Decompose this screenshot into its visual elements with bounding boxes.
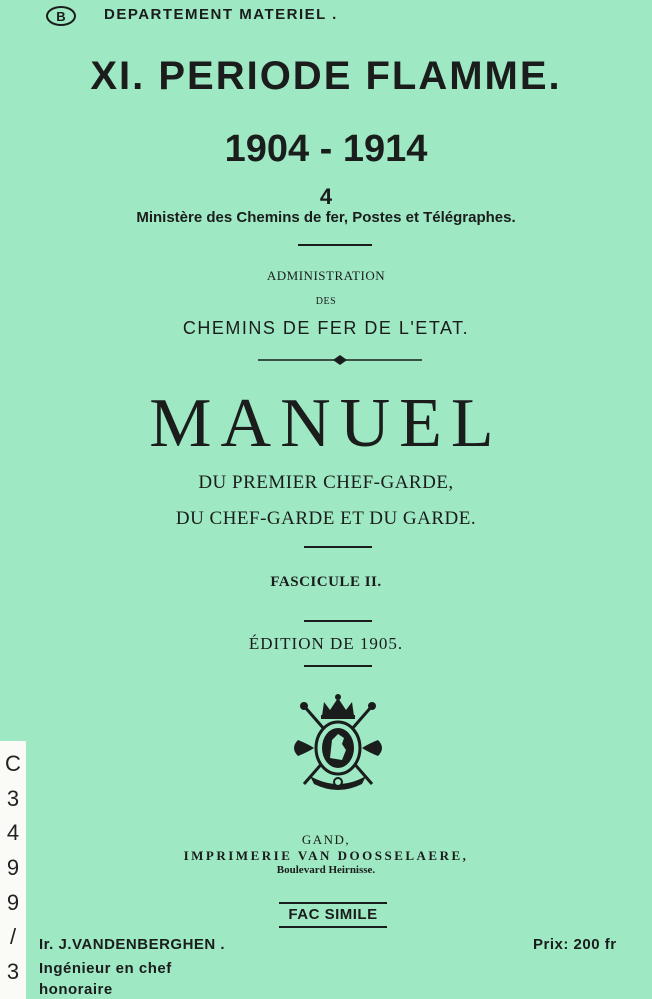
- printer-address: Boulevard Heirnisse.: [276, 864, 376, 876]
- period-years: 1904 - 1914: [224, 128, 428, 170]
- call-number-char: /: [9, 924, 17, 950]
- ornament-divider: [258, 354, 422, 366]
- author-role-1: Ingénieur en chef: [39, 960, 172, 977]
- edition-label: ÉDITION DE 1905.: [248, 634, 404, 653]
- department-label: DEPARTEMENT MATERIEL .: [104, 6, 338, 23]
- logo-letter: B: [56, 8, 66, 24]
- des-label: DES: [315, 296, 337, 307]
- call-number-char: 9: [6, 889, 20, 915]
- sncb-logo: [46, 6, 76, 26]
- ministry-line: Ministère des Chemins de fer, Postes et Télégraphes.: [136, 209, 516, 226]
- divider-top: [298, 244, 372, 246]
- manual-title: MANUEL: [149, 385, 503, 462]
- author-name: Ir. J.VANDENBERGHEN .: [39, 936, 226, 953]
- fascicule-label: FASCICULE II.: [270, 574, 382, 590]
- coat-of-arms-icon: [288, 692, 388, 796]
- manual-subtitle-2: DU CHEF-GARDE ET DU GARDE.: [175, 508, 477, 529]
- divider-manual: [304, 546, 372, 548]
- period-title: XI. PERIODE FLAMME.: [90, 54, 562, 98]
- author-role-2: honoraire: [39, 981, 113, 998]
- facsimile-label: FAC SIMILE: [279, 902, 387, 928]
- divider-fascicule: [304, 620, 372, 622]
- library-call-number-sticker: [0, 741, 26, 999]
- call-number-char: 4: [6, 820, 20, 846]
- chemins-label: CHEMINS DE FER DE L'ETAT.: [182, 318, 470, 338]
- printer-city: GAND,: [301, 832, 351, 847]
- call-number-char: 3: [6, 785, 20, 811]
- printer-name: IMPRIMERIE VAN DOOSSELAERE,: [183, 848, 469, 863]
- divider-edition: [304, 665, 372, 667]
- administration-label: ADMINISTRATION: [266, 268, 386, 283]
- call-number-char: C: [5, 751, 21, 777]
- call-number-char: 3: [6, 958, 20, 984]
- call-number-char: 9: [6, 854, 20, 880]
- price-label: Prix: 200 fr: [533, 936, 617, 953]
- manual-subtitle-1: DU PREMIER CHEF-GARDE,: [198, 472, 454, 493]
- volume-number: 4: [319, 184, 333, 209]
